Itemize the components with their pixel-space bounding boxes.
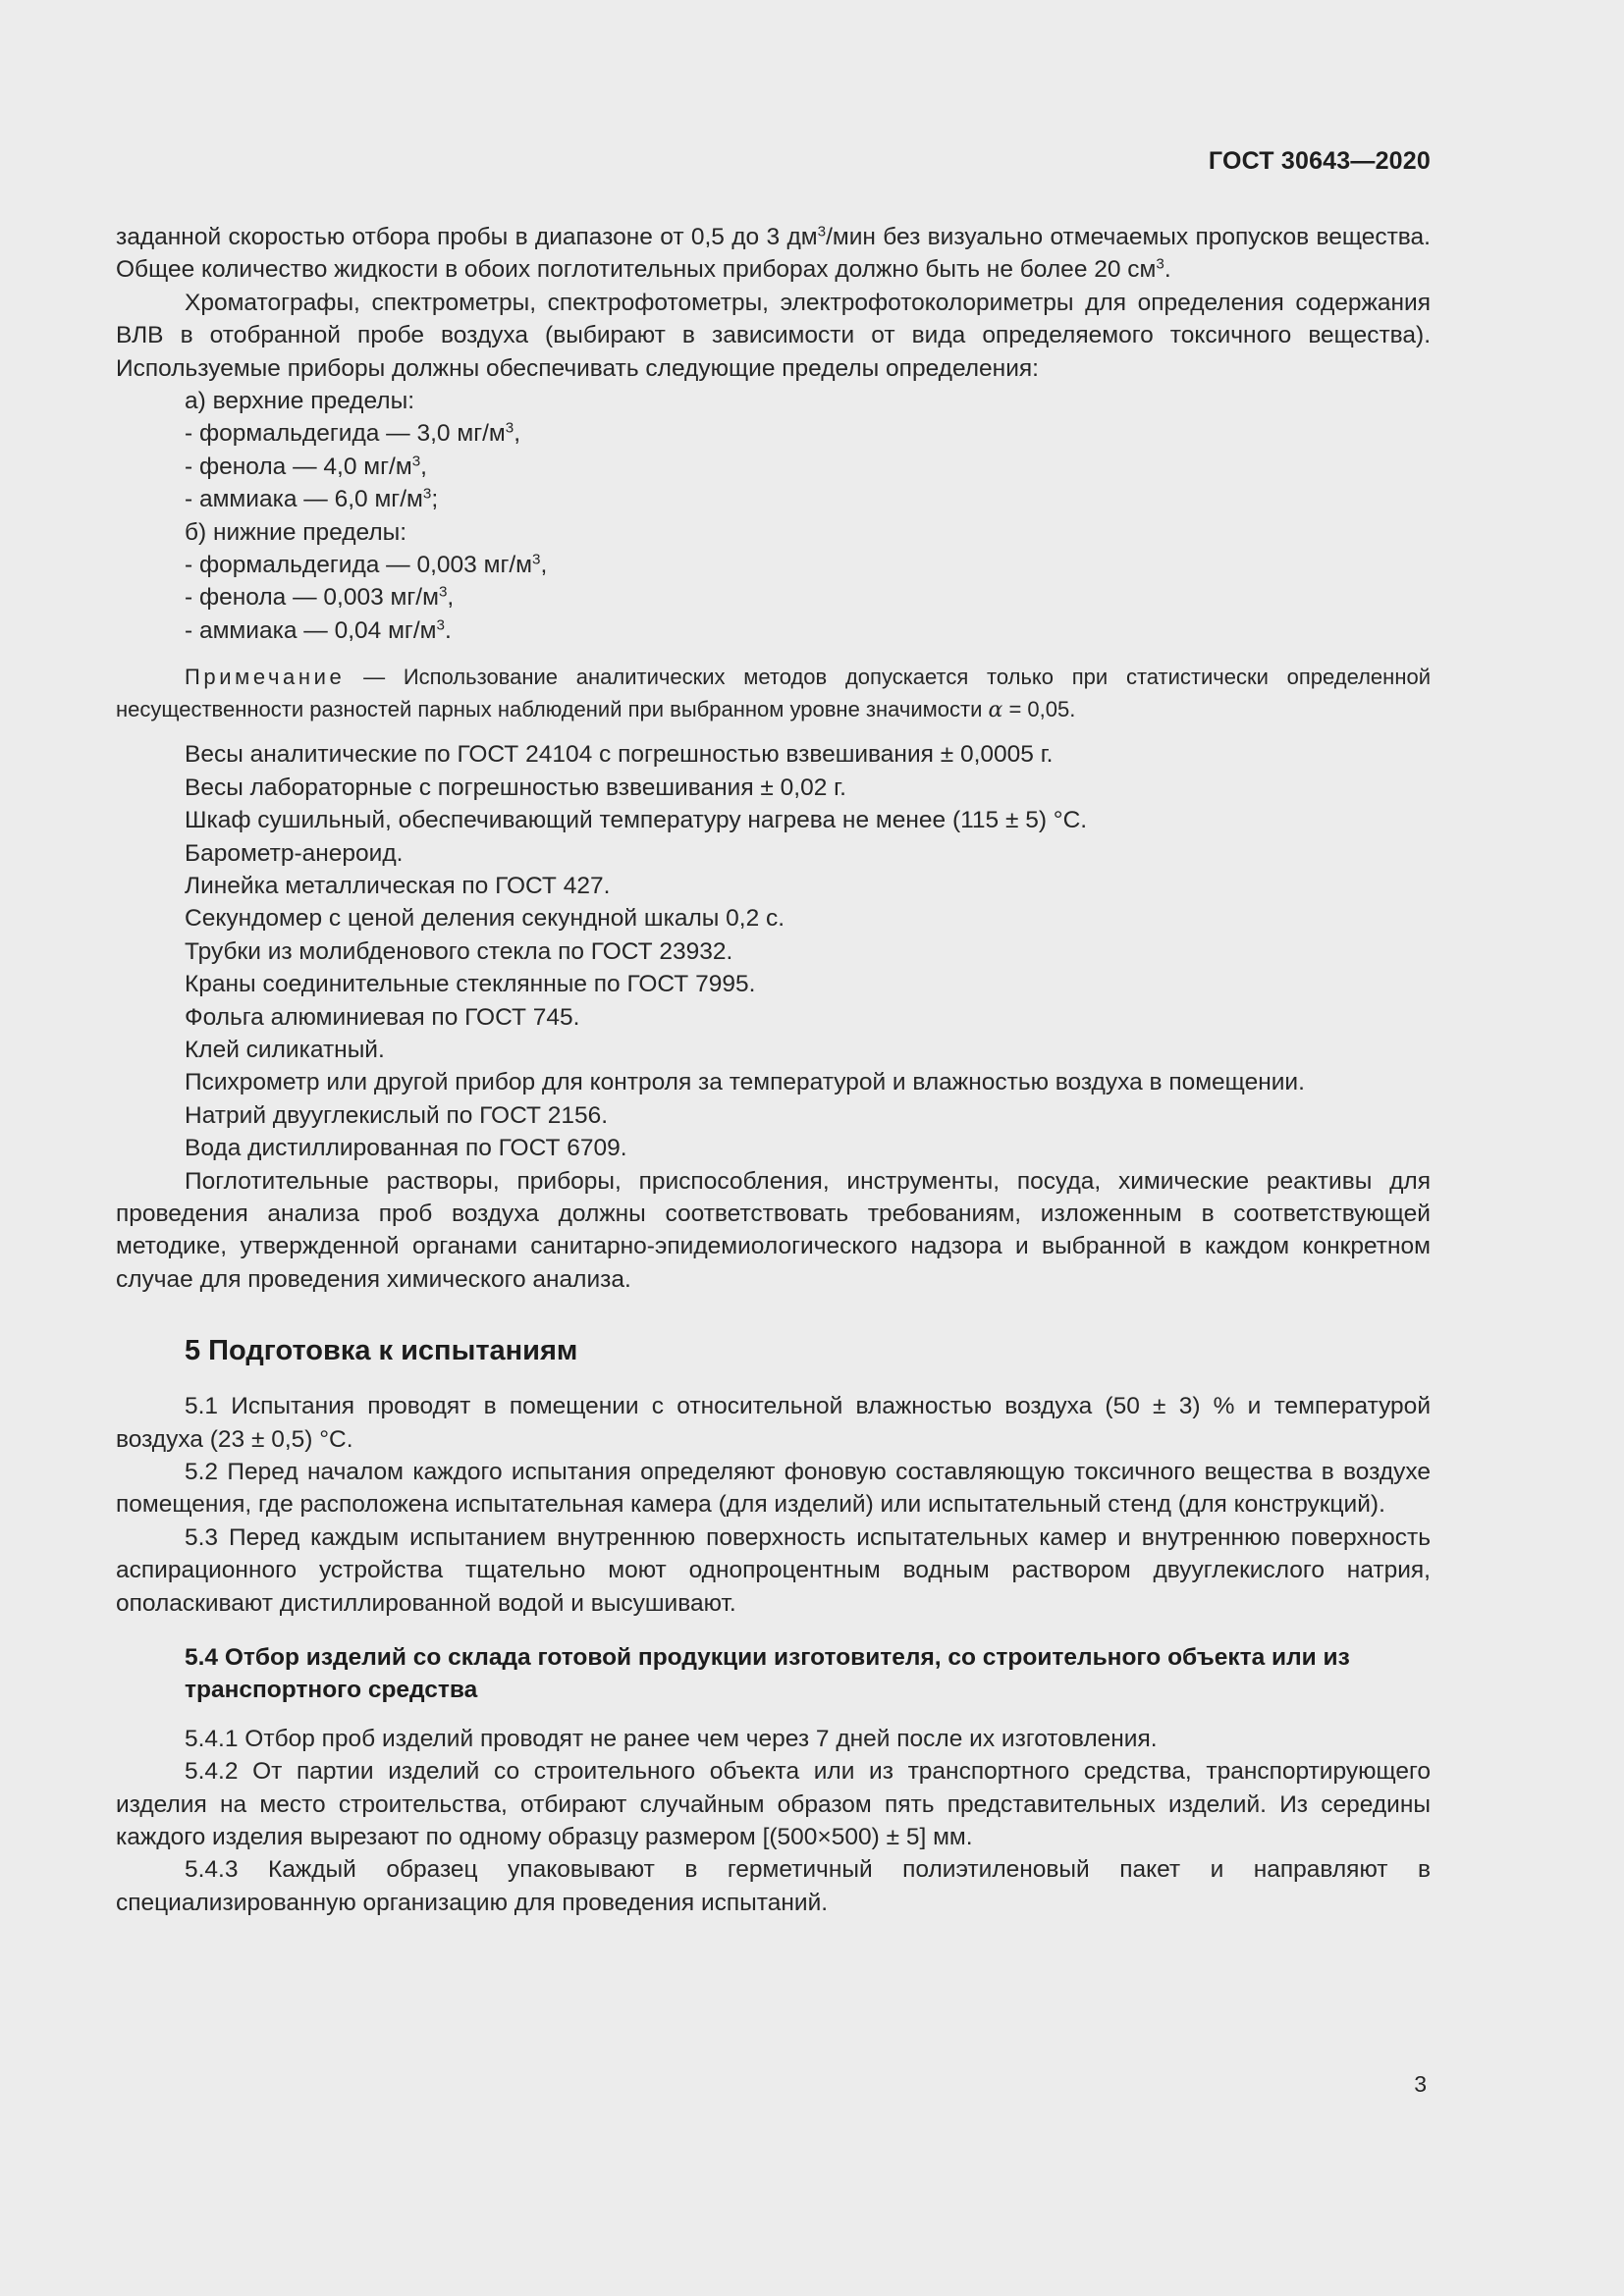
clause-5-4-2: 5.4.2 От партии изделий со строительного объекта или из транспортного средства, транспортирующего изделия на место строительства, отбирают случайным образом пять представительных изделий. Из середины каждого изделия вырезают по одному образцу размером [(500×500) ± 5] мм.: [116, 1758, 1431, 1851]
page-number: 3: [1414, 2071, 1427, 2097]
limit-text: - формальдегида — 0,003 мг/м: [185, 552, 533, 579]
equipment-item: Шкаф сушильный, обеспечивающий температуру нагрева не менее (115 ± 5) °С.: [185, 807, 1088, 834]
superscript: 3: [817, 223, 827, 240]
equipment-item: Линейка металлическая по ГОСТ 427.: [185, 872, 611, 899]
note-block: [116, 661, 1431, 726]
superscript: 3: [436, 616, 445, 634]
paragraph-sampling-rate: [116, 221, 1431, 287]
section-5-title: 5 Подготовка к испытаниям: [185, 1335, 578, 1367]
limit-item: [116, 549, 1431, 581]
limit-text: - формальдегида — 3,0 мг/м: [185, 420, 506, 448]
limit-item: [116, 417, 1431, 450]
equipment-item: Натрий двууглекислый по ГОСТ 2156.: [185, 1101, 609, 1129]
punctuation: ,: [540, 552, 548, 579]
alpha-symbol: α: [988, 698, 1003, 723]
text-fragment: заданной скоростью отбора пробы в диапазоне от 0,5 до 3 дм: [116, 224, 818, 250]
clause-5-4-3: 5.4.3 Каждый образец упаковывают в герметичный полиэтиленовый пакет и направляют в специализированную организацию для проведения испытаний.: [116, 1856, 1431, 1916]
equipment-item: Секундомер с ценой деления секундной шкалы 0,2 с.: [185, 905, 785, 933]
document-header: ГОСТ 30643—2020: [1208, 147, 1431, 175]
equipment-item: Клей силикатный.: [185, 1036, 385, 1063]
punctuation: ,: [447, 584, 455, 612]
clause-5-4-1: 5.4.1 Отбор проб изделий проводят не ранее чем через 7 дней после их изготовления.: [185, 1725, 1158, 1752]
upper-limits-heading: а) верхние пределы:: [185, 388, 415, 415]
punctuation: ;: [431, 486, 439, 513]
limit-item: [116, 614, 1431, 647]
limit-text: - фенола — 4,0 мг/м: [185, 453, 412, 480]
text-fragment: /мин без визуально отмечаемых пропусков вещества. Общее количество жидкости в обоих поглотительных приборах должно быть не более 20 см: [116, 224, 1431, 284]
equipment-item: Психрометр или другой прибор для контроля за температурой и влажностью воздуха в помещении.: [185, 1069, 1305, 1096]
superscript: 3: [411, 453, 421, 470]
equipment-item: Вода дистиллированная по ГОСТ 6709.: [185, 1135, 627, 1162]
limit-item: [116, 451, 1431, 483]
text-fragment: .: [1164, 256, 1171, 284]
note-text: — Использование аналитических методов допускается только при статистически определенной несущественности разностей парных наблюдений при выбранном уровне значимости: [116, 665, 1431, 722]
note-value: = 0,05.: [1002, 697, 1076, 722]
limit-text: - фенола — 0,003 мг/м: [185, 584, 439, 612]
superscript: 3: [532, 551, 541, 568]
superscript: 3: [505, 420, 514, 438]
equipment-item: Весы аналитические по ГОСТ 24104 с погрешностью взвешивания ± 0,0005 г.: [185, 741, 1054, 769]
equipment-item: Весы лабораторные с погрешностью взвешивания ± 0,02 г.: [185, 774, 846, 801]
superscript: 3: [438, 584, 448, 602]
superscript: 3: [1156, 256, 1164, 274]
equipment-item: Барометр-анероид.: [185, 839, 404, 867]
equipment-item: Фольга алюминиевая по ГОСТ 745.: [185, 1003, 580, 1031]
subsection-5-4-title: 5.4 Отбор изделий со склада готовой продукции изготовителя, со строительного объекта или из транспортного средства: [185, 1644, 1350, 1704]
page-body: [116, 221, 1431, 1919]
limit-item: [116, 581, 1431, 614]
equipment-item: Краны соединительные стеклянные по ГОСТ 7995.: [185, 971, 756, 998]
limit-text: - аммиака — 6,0 мг/м: [185, 486, 423, 513]
clause-5-3: 5.3 Перед каждым испытанием внутреннюю поверхность испытательных камер и внутреннюю поверхность аспирационного устройства тщательно моют однопроцентным водным раствором двууглекислого натрия, ополаскивают дистиллированной водой и высушивают.: [116, 1523, 1431, 1617]
clause-5-1: 5.1 Испытания проводят в помещении с относительной влажностью воздуха (50 ± 3) % и температурой воздуха (23 ± 0,5) °С.: [116, 1393, 1431, 1453]
limit-item: [116, 483, 1431, 515]
equipment-item: Поглотительные растворы, приборы, приспособления, инструменты, посуда, химические реактивы для проведения анализа проб воздуха должны соответствовать требованиям, изложенным в соответствующей методике, утвержденной органами санитарно-эпидемиологического надзора и выбранной в каждом конкретном случае для проведения химического анализа.: [116, 1167, 1431, 1293]
superscript: 3: [422, 485, 432, 503]
punctuation: ,: [514, 420, 521, 448]
punctuation: .: [444, 616, 452, 644]
punctuation: ,: [420, 453, 427, 480]
limit-text: - аммиака — 0,04 мг/м: [185, 616, 437, 644]
paragraph-instruments: Хроматографы, спектрометры, спектрофотометры, электрофотоколориметры для определения содержания ВЛВ в отобранной пробе воздуха (выбирают в зависимости от вида определяемого токсичного вещества). Используемые приборы должны обеспечивать следующие пределы определения:: [116, 289, 1431, 382]
clause-5-2: 5.2 Перед началом каждого испытания определяют фоновую составляющую токсичного вещества в воздухе помещения, где расположена испытательная камера (для изделий) или испытательный стенд (для конструкций).: [116, 1459, 1431, 1519]
note-label: Примечание: [185, 665, 346, 690]
lower-limits-heading: б) нижние пределы:: [185, 518, 407, 546]
equipment-item: Трубки из молибденового стекла по ГОСТ 23932.: [185, 937, 733, 965]
